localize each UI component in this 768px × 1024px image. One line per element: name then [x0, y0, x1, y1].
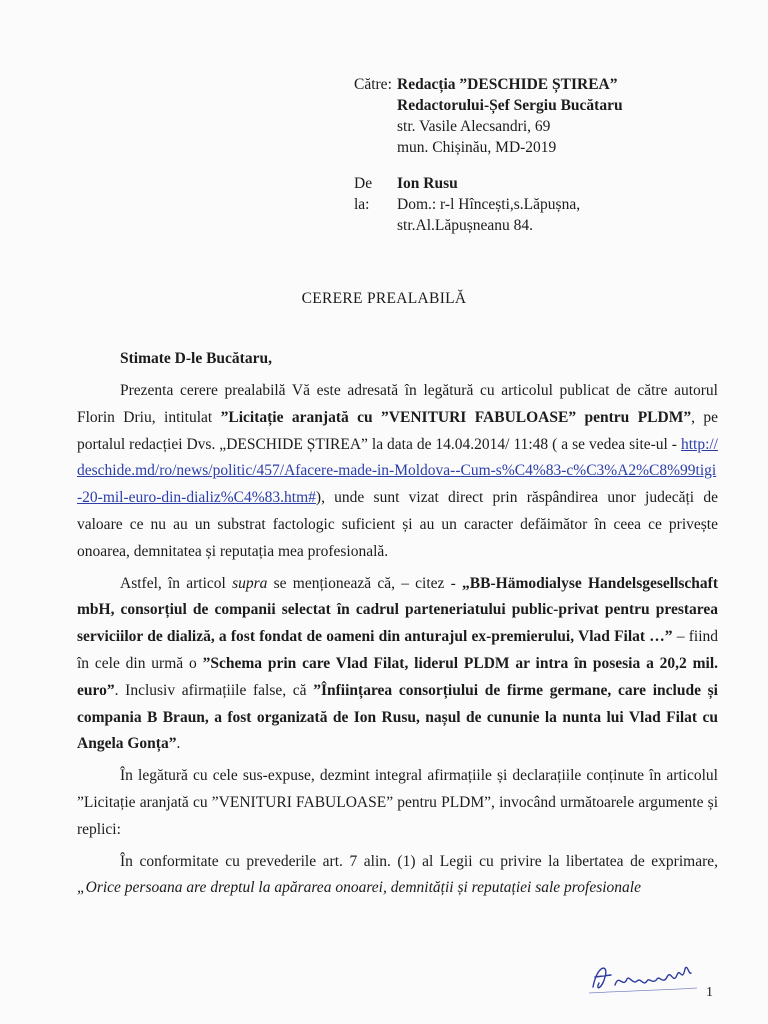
article-link[interactable]: http://deschide.md/ro/news/politic/457/Afacere-made-in-Moldova--Cum-s%C4%83-c%C3%A2%C8%99tigi-20-mil-euro-din-dializ%C4%83.htm# [77, 435, 718, 507]
salutation: Stimate D-le Bucătaru, [120, 350, 272, 367]
recipient-label: Către: [354, 76, 392, 93]
recipient-street: str. Vasile Alecsandri, 69 [397, 118, 551, 135]
letter-body [77, 378, 718, 907]
page-number: 1 [706, 985, 713, 1000]
paragraph-3: În legătură cu cele sus-expuse, dezmint integral afirmațiile și declarațiile conținute în articolul ”Licitație aranjată cu ”VENITURI FABULOASE” pentru PLDM”, invocând următoarele argumente și replici: [77, 767, 718, 838]
quote-3: ”Înființarea consorțiului de firme germane, care include și compania B Braun, a fost organizată de Ion Rusu, nașul de cununie la nunta lui Vlad Filat cu Angela Gonța” [77, 681, 718, 753]
paragraph-1: Prezenta cerere prealabilă Vă este adresată în legătură cu articolul publicat de către autorul Florin Driu, intitulat ”Licitație aranjată cu ”VENITURI FABULOASE” pentru PLDM”, pe portalul redacției Dvs. „DESCHIDE ȘTIREA” la data de 14.04.2014/ 11:48 ( a se vedea site-ul - http://deschide.md/ro/news/politic/457/Afacere-made-in-Moldova--Cum-s%C4%83-c%C3%A2%C8%99tigi-20-mil-euro-din-dializ%C4%83.htm#), unde sunt vizat direct prin răspândirea unor judecăți de valoare ce nu au un substrat factologic suficient și au un caracter defăimător în ceea ce privește onoarea, demnitatea și reputația mea profesională. [77, 382, 718, 560]
sender-street: str.Al.Lăpușneanu 84. [397, 217, 534, 234]
sender-label: De la: [354, 175, 373, 213]
document-title: CERERE PREALABILĂ [301, 290, 467, 307]
article-title: ”Licitație aranjată cu ”VENITURI FABULOASE” pentru PLDM” [220, 408, 692, 426]
sender-domicile: Dom.: r-l Hîncești,s.Lăpușna, [397, 196, 581, 213]
law-quote: „Orice persoana are dreptul la apărarea onoarei, demnității și reputației sale profesionale [77, 879, 641, 897]
quote-2: ”Schema prin care Vlad Filat, liderul PLDM ar intra în posesia a 20,2 mil. euro” [77, 654, 719, 699]
paragraph-2: Astfel, în articol supra se menționează că, – citez - „BB-Hämodialyse Handelsgesellschaft mbH, consorțiul de companii selectat în cadrul parteneriatului public-privat pentru prestarea serviciilor de dializă, a fost fondat de oameni din anturajul ex-premierului, Vlad Filat …” – fiind în cele din urmă o ”Schema prin care Vlad Filat, liderul PLDM ar intra în posesia a 20,2 mil. euro”. Inclusiv afirmațiile false, că ”Înființarea consorțiului de firme germane, care include și compania B Braun, a fost organizată de Ion Rusu, nașul de cununie la nunta lui Vlad Filat cu Angela Gonța”. [77, 574, 719, 753]
paragraph-4: În conformitate cu prevederile art. 7 alin. (1) al Legii cu privire la libertatea de exprimare, „Orice persoana are dreptul la apărarea onoarei, demnității și reputației sale profesionale [77, 852, 718, 897]
recipient-city: mun. Chișinău, MD-2019 [397, 139, 557, 156]
recipient-name: Redacția ”DESCHIDE ȘTIREA” [397, 76, 618, 93]
handwritten-signature [585, 955, 705, 1000]
recipient-editor: Redactorului-Șef Sergiu Bucătaru [397, 97, 623, 114]
quote-1: „BB-Hämodialyse Handelsgesellschaft mbH, consorțiul de companii selectat în cadrul parteneriatului public-privat pentru prestarea serviciilor de dializă, a fost fondat de oameni din anturajul ex-premierului, Vlad Filat …” [77, 574, 718, 646]
sender-name: Ion Rusu [397, 175, 458, 192]
